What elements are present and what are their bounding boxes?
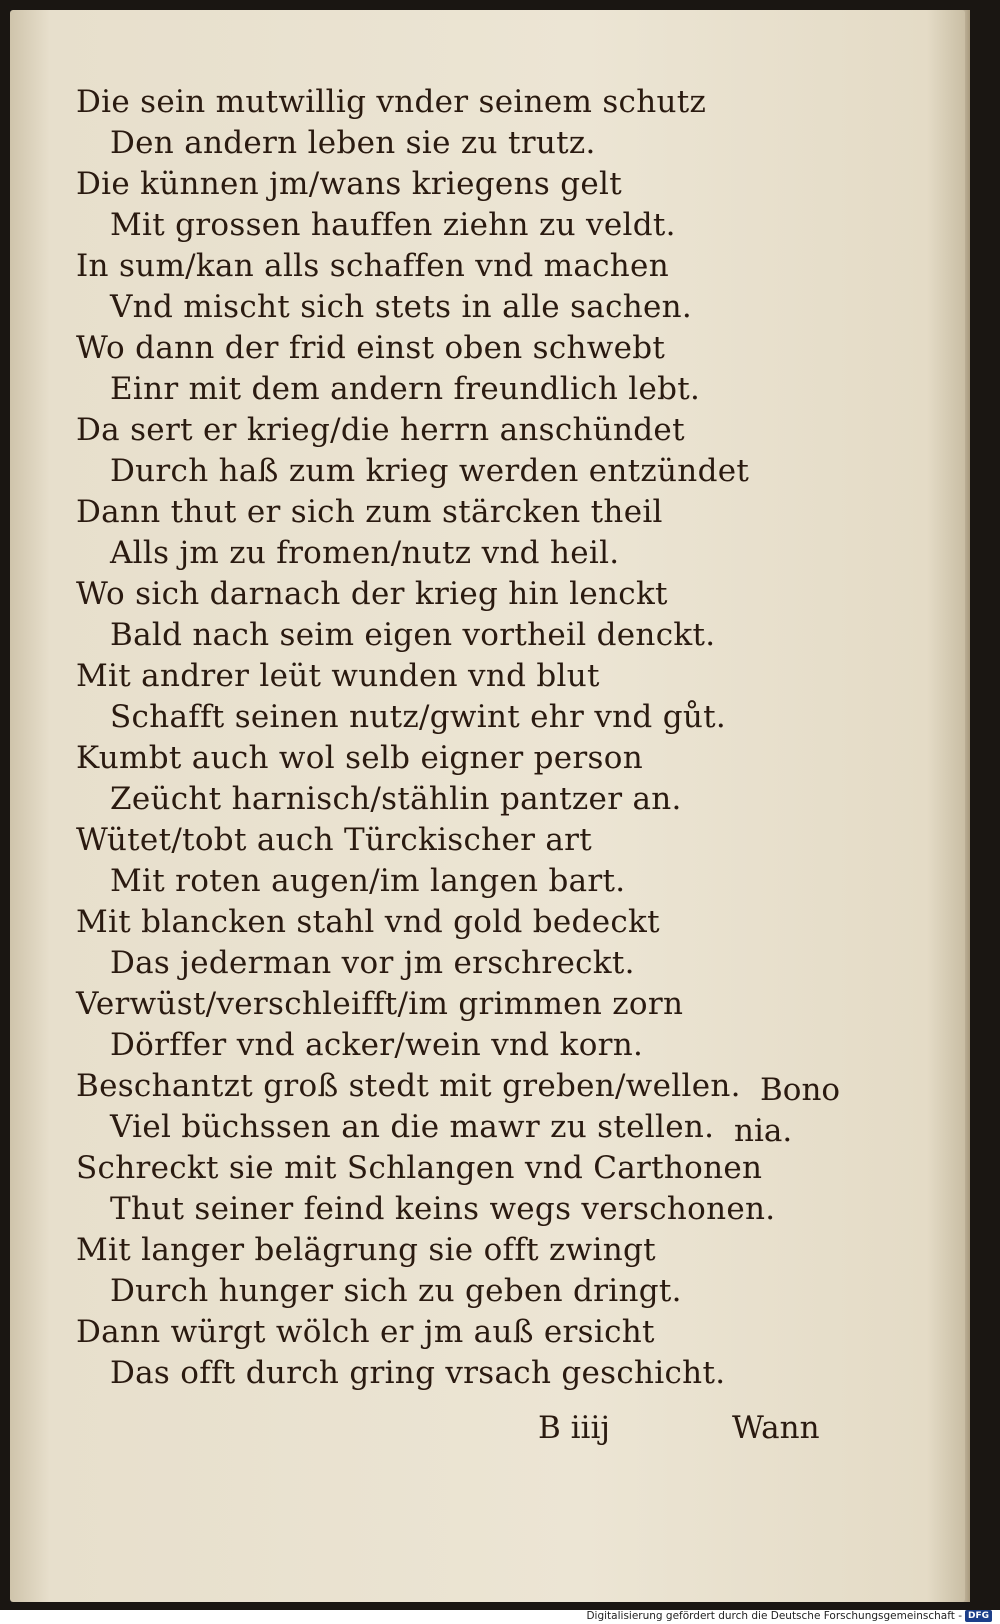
verse-line: Vnd mischt sich stets in alle sachen.: [110, 289, 693, 325]
verse-line: Verwüst/verschleifft/im grimmen zorn: [76, 986, 684, 1022]
verse-line: Zeücht harnisch/stählin pantzer an.: [110, 781, 682, 817]
catchword: Wann: [732, 1410, 820, 1446]
margin-note-line: Bono: [760, 1072, 841, 1108]
verse-line: Mit grossen hauffen ziehn zu veldt.: [110, 207, 676, 243]
verse-line: Dörffer vnd acker/wein vnd korn.: [110, 1027, 644, 1063]
verse-line: Einr mit dem andern freundlich lebt.: [110, 371, 701, 407]
margin-note-line: nia.: [734, 1113, 793, 1149]
verse-line: Dann würgt wölch er jm auß ersicht: [76, 1314, 655, 1350]
verse-line: Wütet/tobt auch Türckischer art: [76, 822, 593, 858]
verse-line: Die künnen jm/wans kriegens gelt: [76, 166, 622, 202]
verse-line: Das offt durch gring vrsach geschicht.: [110, 1355, 726, 1391]
verse-line: Da sert er krieg/die herrn anschündet: [76, 412, 685, 448]
verse-line: Alls jm zu fromen/nutz vnd heil.: [110, 535, 620, 571]
signature-mark: B iiij: [538, 1410, 610, 1446]
verse-line: Beschantzt groß stedt mit greben/wellen.: [76, 1068, 741, 1104]
dfg-logo: DFG: [965, 1610, 992, 1622]
verse-line: Das jederman vor jm erschreckt.: [110, 945, 635, 981]
verse-line: Mit blancken stahl vnd gold bedeckt: [76, 904, 660, 940]
verse-line: Die sein mutwillig vnder seinem schutz: [76, 84, 707, 120]
verse-line: Viel büchssen an die mawr zu stellen.: [110, 1109, 715, 1145]
verse-line: Mit andrer leüt wunden vnd blut: [76, 658, 600, 694]
verse-line: Wo dann der frid einst oben schwebt: [76, 330, 666, 366]
verse-line: Wo sich darnach der krieg hin lenckt: [76, 576, 668, 612]
verse-line: Durch haß zum krieg werden entzündet: [110, 453, 750, 489]
verse-line: Schreckt sie mit Schlangen vnd Carthonen: [76, 1150, 763, 1186]
verse-line: Mit roten augen/im langen bart.: [110, 863, 626, 899]
verse-line: Den andern leben sie zu trutz.: [110, 125, 596, 161]
verse-line: Dann thut er sich zum stärcken theil: [76, 494, 663, 530]
verse-line: In sum/kan alls schaffen vnd machen: [76, 248, 669, 284]
verse-line: Mit langer belägrung sie offt zwingt: [76, 1232, 656, 1268]
verse-line: Bald nach seim eigen vortheil denckt.: [110, 617, 716, 653]
verse-line: Schafft seinen nutz/gwint ehr vnd gůt.: [110, 699, 727, 735]
verse-line: Durch hunger sich zu geben dringt.: [110, 1273, 682, 1309]
verse-line: Kumbt auch wol selb eigner person: [76, 740, 643, 776]
footer-text: Digitalisierung gefördert durch die Deutsche Forschungsgemeinschaft -: [586, 1610, 962, 1622]
verse-line: Thut seiner feind keins wegs verschonen.: [110, 1191, 776, 1227]
digitization-footer: [586, 1610, 992, 1622]
